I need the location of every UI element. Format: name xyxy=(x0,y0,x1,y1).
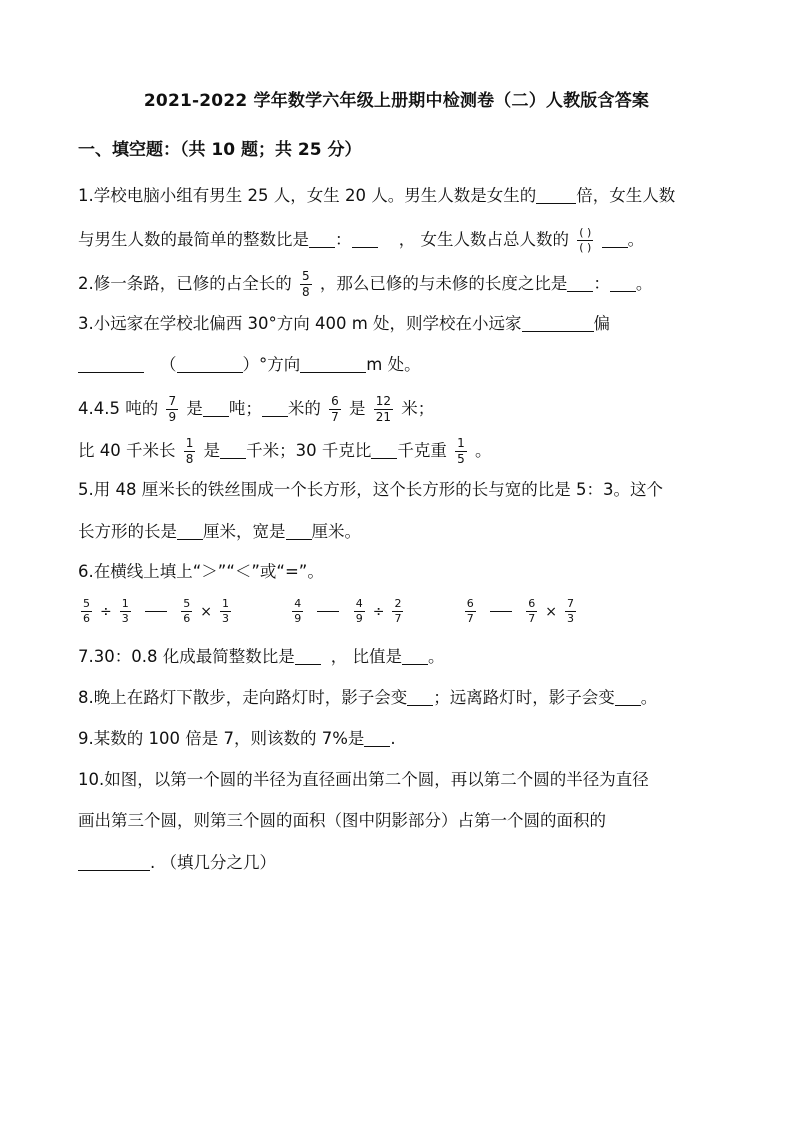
question-10-line-1: 10.如图，以第一个圆的半径为直径画出第二个圆，再以第二个圆的半径为直径 xyxy=(78,770,649,789)
answer-blank[interactable] xyxy=(145,611,167,612)
comparison-2: $\frac{4}{9}$ $\frac{4}{9}$ ÷ $\frac{2}{7}$ xyxy=(294,597,402,625)
question-5-line-2: 长方形的长是 厘米，宽是 厘米。 xyxy=(78,522,361,541)
answer-blank[interactable] xyxy=(309,229,335,248)
answer-blank[interactable] xyxy=(220,440,246,459)
answer-blank[interactable] xyxy=(78,354,144,373)
answer-blank[interactable] xyxy=(407,687,433,706)
answer-blank[interactable] xyxy=(286,521,312,540)
fraction: $\frac{1}{5}$ xyxy=(457,436,465,466)
answer-blank[interactable] xyxy=(295,646,321,665)
section-heading: 一、填空题：（共 10 题；共 25 分） xyxy=(78,140,362,160)
question-1-line-2: 与男生人数的最简单的整数比是 ： ， 女生人数占总人数的 $\frac{( )}{( )}$ 。 xyxy=(78,226,645,254)
answer-blank[interactable] xyxy=(317,611,339,612)
question-8: 8.晚上在路灯下散步，走向路灯时，影子会变 ；远离路灯时，影子会变 。 xyxy=(78,688,658,707)
answer-blank[interactable] xyxy=(203,398,229,417)
answer-blank[interactable] xyxy=(567,273,593,292)
question-10-line-2: 画出第三个圆，则第三个圆的面积（图中阴影部分）占第一个圆的面积的 xyxy=(78,811,606,830)
question-9: 9.某数的 100 倍是 7，则该数的 7%是 . xyxy=(78,729,396,748)
page-title: 2021-2022 学年数学六年级上册期中检测卷（二）人教版含答案 xyxy=(143,91,650,111)
fraction: $\frac{12}{21}$ xyxy=(375,394,392,424)
answer-blank[interactable] xyxy=(352,229,378,248)
answer-blank[interactable] xyxy=(262,398,288,417)
answer-blank[interactable] xyxy=(602,229,628,248)
fraction: $\frac{1}{8}$ xyxy=(185,436,194,466)
answer-blank[interactable] xyxy=(177,521,203,540)
question-5-line-1: 5.用 48 厘米长的铁丝围成一个长方形，这个长方形的长与宽的比是 5：3。这个 xyxy=(78,480,663,499)
answer-blank[interactable] xyxy=(300,354,366,373)
answer-blank[interactable] xyxy=(177,354,243,373)
question-4-line-1: 4.4.5 吨的 $\frac{7}{9}$ 是 吨； 米的 $\frac{6}{7}$ 是 $\frac{12}{21}$ 米； xyxy=(78,394,435,424)
question-6-prompt: 6.在横线上填上“＞”“＜”或“=”。 xyxy=(78,562,324,581)
question-7: 7.30：0.8 化成最简整数比是 ， 比值是 。 xyxy=(78,647,445,666)
fraction: $\frac{5}{8}$ xyxy=(302,269,310,299)
comparison-1: $\frac{5}{6}$ ÷ $\frac{1}{3}$ $\frac{5}{6}$ × $\frac{1}{3}$ xyxy=(83,597,229,625)
question-4-line-2: 比 40 千米长 $\frac{1}{8}$ 是 千米；30 千克比 千克重 $\frac{1}{5}$ 。 xyxy=(78,436,492,466)
answer-blank[interactable] xyxy=(402,646,428,665)
answer-blank[interactable] xyxy=(78,852,150,871)
answer-blank[interactable] xyxy=(371,440,397,459)
answer-blank[interactable] xyxy=(615,687,641,706)
question-10-line-3: . （填几分之几） xyxy=(78,851,276,875)
answer-blank[interactable] xyxy=(490,611,512,612)
answer-blank[interactable] xyxy=(522,313,594,332)
question-2: 2.修一条路，已修的占全长的 $\frac{5}{8}$ ，那么已修的与未修的长度之比是 ： 。 xyxy=(78,269,653,299)
question-6-expressions xyxy=(78,598,629,625)
fraction: $\frac{( )}{( )}$ xyxy=(579,226,592,254)
question-1-line-1: 1.学校电脑小组有男生 25 人，女生 20 人。男生人数是女生的 倍，女生人数 xyxy=(78,186,676,205)
answer-blank[interactable] xyxy=(364,728,390,747)
question-3-line-1: 3.小远家在学校北偏西 30°方向 400 m 处，则学校在小远家 偏 xyxy=(78,314,611,333)
fraction: $\frac{6}{7}$ xyxy=(331,394,339,424)
fraction: $\frac{7}{9}$ xyxy=(168,394,177,424)
comparison-3: $\frac{6}{7}$ $\frac{6}{7}$ × $\frac{7}{3}$ xyxy=(466,597,574,625)
answer-blank[interactable] xyxy=(536,185,576,204)
answer-blank[interactable] xyxy=(610,273,636,292)
question-3-line-2: （ ）°方向 m 处。 xyxy=(78,353,421,377)
